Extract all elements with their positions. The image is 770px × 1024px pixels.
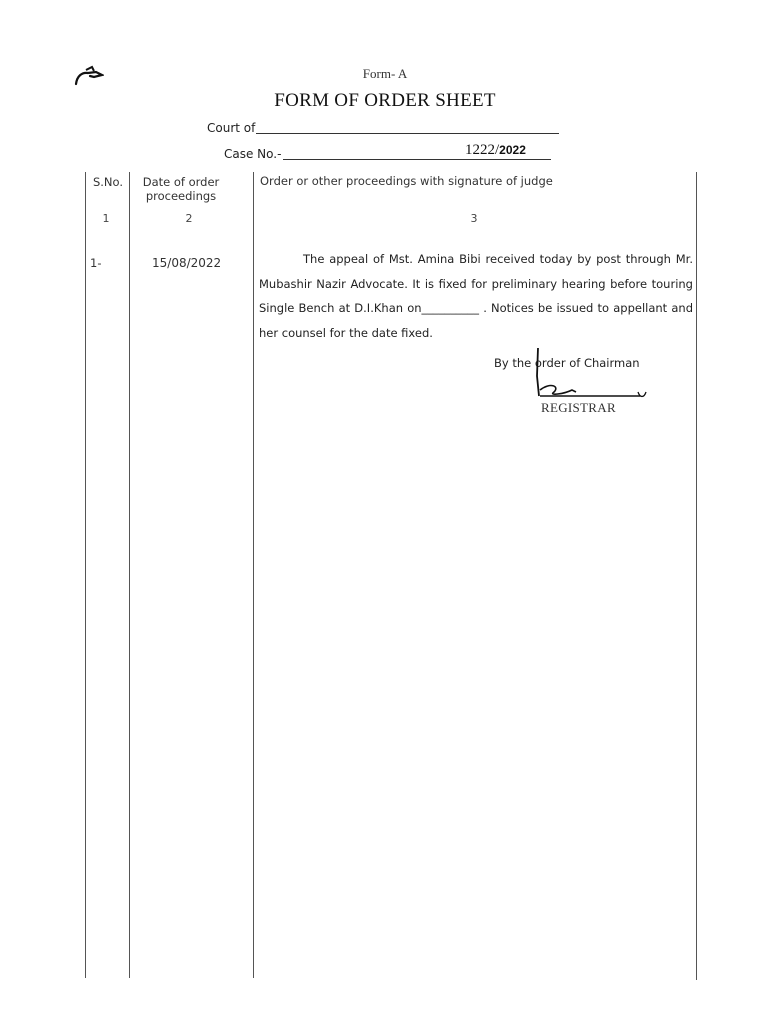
table-border-left (85, 172, 86, 978)
case-label: Case No.- (224, 147, 282, 161)
case-year: 2022 (499, 143, 526, 157)
order-paragraph: The appeal of Mst. Amina Bibi received today by post through Mr. Mubashir Nazir Advocate. It is fixed for preliminary hearing before touring Single Bench at D.I.Khan on__________ . Notices be issued to appellant and her counsel for the date fixed. (259, 252, 693, 340)
table-divider-sno (129, 172, 130, 978)
form-label: Form- A (362, 66, 408, 81)
column-index-2: 2 (185, 212, 193, 225)
registrar-designation: REGISTRAR (541, 400, 616, 415)
column-header-sno: S.No. (92, 175, 124, 189)
entry-date: 15/08/2022 (152, 256, 222, 270)
entry-order-text (259, 247, 693, 345)
column-header-date: Date of order proceedings (142, 175, 220, 203)
case-number-value: 1222/ (465, 142, 500, 158)
column-index-1: 1 (102, 212, 110, 225)
entry-sno: 1- (90, 256, 102, 270)
by-order-line: By the order of Chairman (494, 356, 640, 370)
table-border-right (696, 172, 697, 980)
case-blank-line (283, 159, 551, 160)
court-blank-line (256, 133, 559, 134)
page-title: FORM OF ORDER SHEET (274, 90, 496, 111)
column-header-order: Order or other proceedings with signature of judge (260, 174, 553, 188)
case-number (465, 142, 526, 159)
table-divider-date (253, 172, 254, 978)
column-index-3: 3 (470, 212, 478, 225)
court-label: Court of (207, 121, 256, 135)
